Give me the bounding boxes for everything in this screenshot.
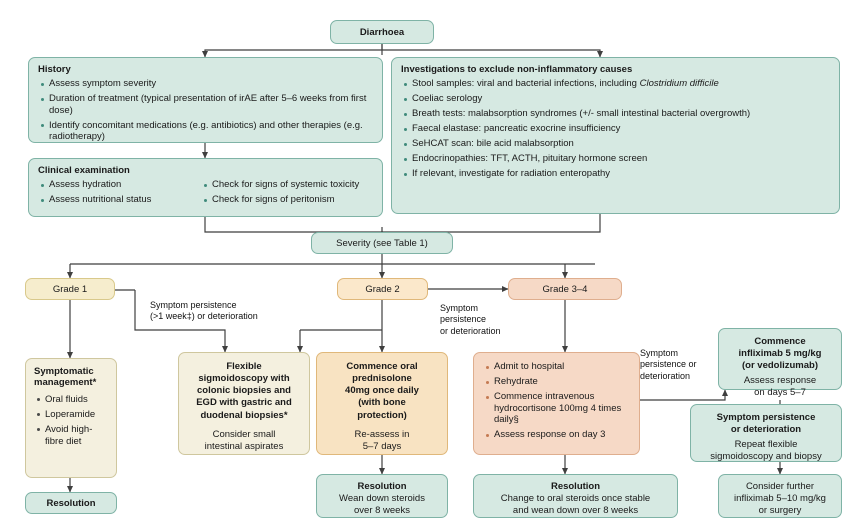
label-line: persistence [440,314,487,325]
node-grade-2 [337,278,428,300]
list-item: Oral fluids [45,394,108,406]
list-item: Faecal elastase: pancreatic exocrine insufficiency [412,123,830,135]
node-further-infliximab [718,474,842,518]
text-line: (with bone [358,397,406,409]
symptomatic-title: Symptomatic management* [34,366,97,389]
list-item: Commence intravenous hydrocortisone 100mg 4 times daily§ [494,391,630,426]
text-line: or surgery [758,505,802,517]
clinical-exam-list-right [201,179,359,209]
repeat-flex-note [696,439,836,463]
text-line: Change to oral steroids once stable [500,493,651,505]
text-line: prednisolone [352,373,412,385]
resolution-3-title: Resolution [550,481,601,492]
resolution-2-title: Resolution [357,481,407,492]
label-symptom-persistence-2 [440,303,540,337]
history-list [38,78,373,143]
text-line: EGD with gastric and [196,397,292,409]
list-item: Assess nutritional status [49,194,201,206]
clinical-exam-title: Clinical examination [38,165,130,176]
node-resolution-1 [25,492,117,514]
label-line: deterioration [640,370,691,381]
text-line: Commence oral [346,361,418,372]
repeat-flex-title [696,412,836,436]
label-symptom-persistence-1 [150,300,325,323]
investigations-item-0-text: Stool samples: viral and bacterial infections, including Clostridium difficile [412,78,719,89]
label-line: or deterioration [440,325,501,336]
label-symptom-persistence-3 [640,348,730,382]
text-line: Symptom persistence [716,412,816,423]
text-line: Consider further [745,481,815,492]
node-resolution-2 [316,474,448,518]
list-item: Assess symptom severity [49,78,373,90]
list-item: Loperamide [45,409,108,421]
node-infliximab [718,328,842,398]
node-history [28,57,383,143]
list-item: Assess response on day 3 [494,429,630,441]
prednisolone-title [323,361,441,422]
node-clinical-examination [28,158,383,217]
node-grade34-actions [473,352,640,455]
severity-label: Severity (see Table 1) [336,237,428,249]
text-line: sigmoidoscopy and biopsy [710,450,822,462]
node-diarrhoea-label: Diarrhoea [359,26,405,38]
text-line: (or vedolizumab) [741,359,818,371]
list-item: Coeliac serology [412,93,830,105]
node-repeat-flexible-sigmoidoscopy [690,404,842,462]
node-prednisolone [316,352,448,455]
text-line: Assess response [743,374,817,386]
text-line: on days 5–7 [754,386,806,398]
infliximab-title [724,336,836,372]
text-line: infliximab 5–10 mg/kg [734,493,826,505]
list-item: Endocrinopathies: TFT, ACTH, pituitary hormone screen [412,153,830,165]
node-grade-3-4 [508,278,622,300]
text-line: or deterioration [730,423,802,435]
text-line: protection) [357,409,407,421]
infliximab-note [724,375,836,399]
grade34-actions-list [483,361,630,441]
label-line: Symptom persistence [150,300,237,310]
list-item [412,78,830,90]
resolution-1-title: Resolution [46,497,96,509]
node-investigations [391,57,840,214]
text-line: Commence [754,336,806,347]
list-item: Admit to hospital [494,361,630,373]
list-item: Check for signs of systemic toxicity [212,179,360,190]
text-line: sigmoidoscopy with [198,373,290,385]
list-item: Assess hydration [49,179,201,191]
list-item: SeHCAT scan: bile acid malabsorption [412,138,830,150]
list-item: Duration of treatment (typical presentation of irAE after 5–6 weeks from first dose) [49,93,373,116]
list-item: If relevant, investigate for radiation enteropathy [412,168,830,180]
clinical-exam-list-left [38,179,201,209]
node-symptomatic-management [25,358,117,478]
prednisolone-note [323,429,441,453]
text-line: over 8 weeks [354,505,410,517]
node-severity [311,232,453,254]
investigations-title: Investigations to exclude non-inflammatory causes [401,64,633,75]
text-line: and wean down over 8 weeks [512,505,639,517]
grade-1-label: Grade 1 [52,283,88,295]
text-line: 40mg once daily [345,385,419,397]
label-line: (>1 week‡) or deterioration [150,311,258,322]
label-line: Symptom [440,303,479,313]
text-line: 5–7 days [362,440,402,452]
list-item: Breath tests: malabsorption syndromes (+/- small intestinal bacterial overgrowth) [412,108,830,120]
list-item: Check for signs of peritonism [212,194,359,206]
node-flexible-sigmoidoscopy [178,352,310,455]
text-line: Flexible [226,361,262,372]
symptomatic-list [34,394,108,447]
label-line: persistence or [640,359,697,370]
text-line: duodenal biopsies* [200,409,288,421]
investigations-list [401,78,830,180]
list-item: Avoid high-fibre diet [45,424,108,447]
grade-3-4-label: Grade 3–4 [542,283,588,295]
text-line: Re-assess in [354,428,410,440]
node-diarrhoea [330,20,434,44]
history-title: History [38,64,71,75]
list-item: Identify concomitant medications (e.g. antibiotics) and other therapies (e.g. radiotherapy) [49,120,373,143]
node-grade-1 [25,278,115,300]
flex-sig-note [185,429,303,453]
text-line: intestinal aspirates [204,440,284,452]
flex-sig-title [185,361,303,422]
text-line: Repeat flexible [734,438,798,450]
text-line: Consider small [212,428,276,440]
list-item: Rehydrate [494,376,630,388]
text-line: Wean down steroids [339,493,425,505]
node-resolution-3 [473,474,678,518]
label-line: Symptom [640,348,679,358]
text-line: colonic biopsies and [197,385,291,397]
text-line: infliximab 5 mg/kg [738,347,822,359]
grade-2-label: Grade 2 [365,283,400,295]
